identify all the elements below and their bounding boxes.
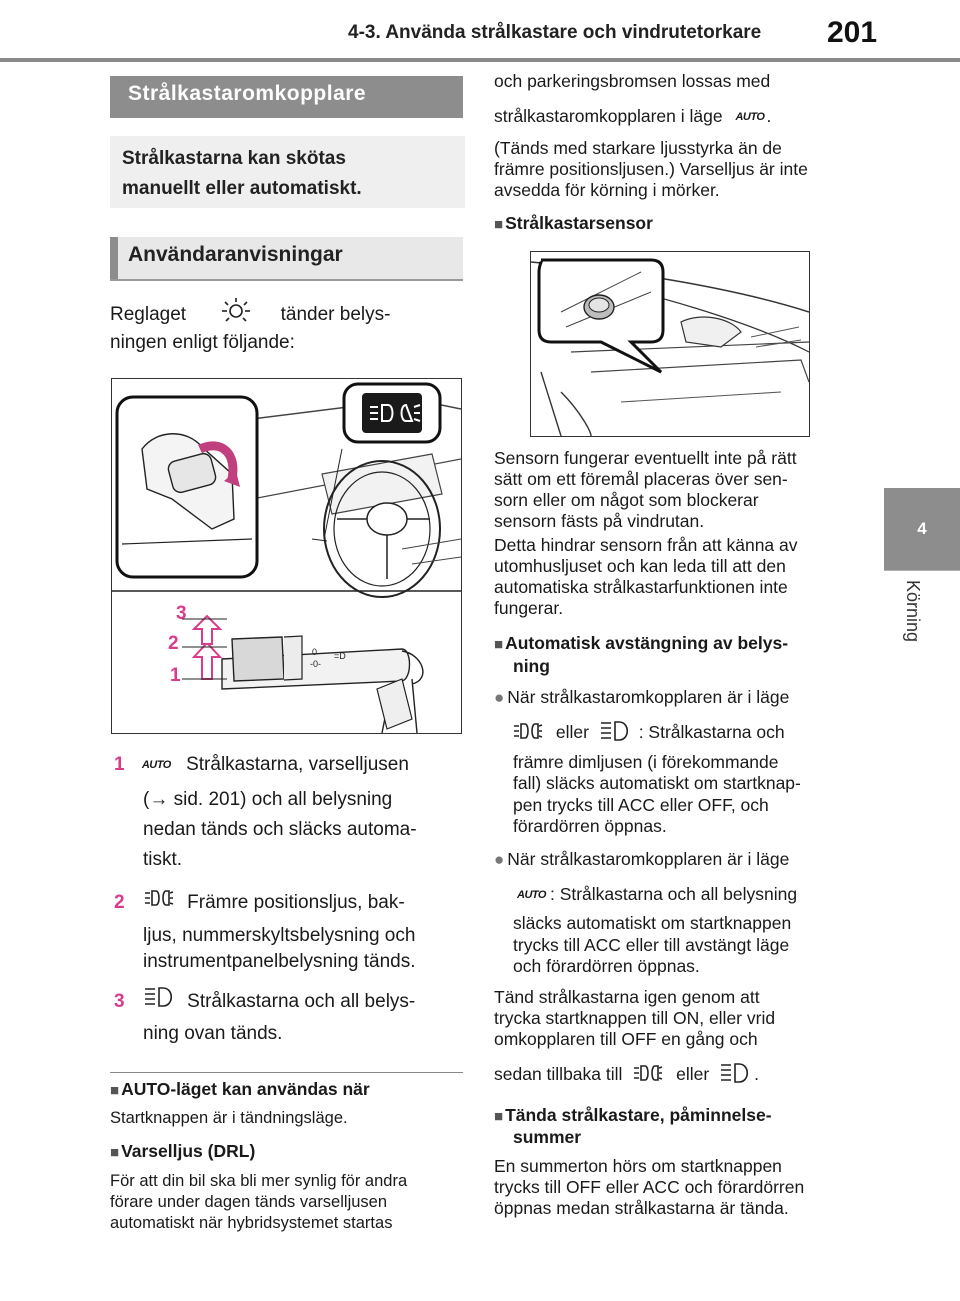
bullet-2-line: ● När strålkastaromkopplaren är i läge [494,849,790,869]
chapter-tab-rule [884,570,960,571]
light-switch-illustration [111,378,462,734]
bullet-1-line: ● När strålkastaromkopplaren är i läge [494,687,790,707]
chapter-tab[interactable]: 4 [884,488,960,570]
bullet-2-line: AUTO : Strålkastarna och all belysning [517,884,798,904]
buzzer-title: ■ Tända strålkastare, påminnelse- [494,1105,772,1125]
item-1-line: 1 AUTO Strålkastarna, varselljusen [114,754,409,776]
svg-text:0: 0 [312,647,318,657]
continued-line: (Tänds med starkare ljusstyrka än de [494,138,782,158]
sensor-illustration [530,251,810,437]
reglaget-line: Reglaget tänder belys- [110,296,390,334]
bullet-2-line: släcks automatiskt om startknappen [513,913,792,933]
header-rule [0,58,960,62]
buzzer-line: öppnas medan strålkastarna är tända. [494,1198,789,1218]
sensor-text-line: automatiska strålkastarfunktionen inte [494,577,788,597]
chapter-title: 4-3. Använda strålkastare och vindrutetorkare [348,22,762,43]
round-bullet-icon: ● [494,688,505,707]
auto-off-title: ■ Automatisk avstängning av belys- [494,633,789,653]
square-bullet-icon: ■ [110,1144,120,1161]
headlight-icon [600,720,630,747]
position-light-icon [144,888,174,918]
sensor-text-line: sätt om ett föremål placeras över sen- [494,469,788,489]
figure-label-3: 3 [176,603,187,624]
headlight-icon [144,986,174,1018]
section-title: Strålkastaromkopplare [110,76,463,118]
sensor-text-line: Detta hindrar sensorn från att känna av [494,535,798,555]
sensor-text-line: sensorn fästs på vindrutan. [494,511,705,531]
bullet-1-line: främre dimljusen (i förekommande [513,752,779,772]
bullet-1-line: fall) släcks automatiskt om startknap- [513,773,801,793]
item-2-line: instrumentpanelbelysning tänds. [143,951,416,972]
item-1-line: nedan tänds och släcks automa- [143,819,417,840]
page-number: 201 [827,16,878,49]
relight-line: sedan tillbaka till eller . [494,1062,759,1089]
item-1-line: tiskt. [143,849,183,870]
square-bullet-icon: ■ [494,1108,504,1125]
buzzer-line: trycks till OFF eller ACC och förardörren [494,1177,805,1197]
intro-line: Strålkastarna kan skötas [122,148,346,169]
item-1-line: (→ sid. 201) och all belysning [143,789,393,810]
drl-note-line: För att din bil ska bli mer synlig för andra [110,1172,408,1190]
notes-divider [110,1072,463,1073]
continued-line: främre positionsljusen.) Varselljus är inte [494,159,808,179]
continued-line: och parkeringsbromsen lossas med [494,71,771,91]
square-bullet-icon: ■ [494,636,504,653]
item-number: 1 [114,754,125,776]
chapter-tab-label: Körning [903,580,923,643]
bullet-1-line: eller : Strålkastarna och [513,720,785,747]
round-bullet-icon: ● [494,850,505,869]
item-2-line: ljus, nummerskyltsbelysning och [143,925,416,946]
relight-line: Tänd strålkastarna igen genom att [494,987,760,1007]
relight-line: trycka startknappen till ON, eller vrid [494,1008,776,1028]
square-bullet-icon: ■ [110,1082,120,1099]
auto-note-text: Startknappen är i tändningsläge. [110,1109,348,1127]
intro-box [110,136,465,208]
continued-line: strålkastaromkopplaren i läge AUTO . [494,106,772,126]
item-3-line: 3 Strålkastarna och all belys- [114,986,415,1018]
figure-label-2: 2 [168,633,179,654]
buzzer-line: En summerton hörs om startknappen [494,1156,782,1176]
sensor-text-line: fungerar. [494,598,564,618]
svg-text:=D: =D [334,651,346,661]
drl-note-title: ■ Varselljus (DRL) [110,1141,256,1161]
auto-icon: AUTO [517,888,546,901]
position-light-icon [633,1063,663,1088]
item-3-line: ning ovan tänds. [143,1023,283,1044]
position-light-icon [513,721,543,746]
subsection-rule [110,279,463,281]
sensor-title: ■ Strålkastarsensor [494,213,653,233]
headlight-icon [720,1062,750,1089]
figure-label-1: 1 [170,665,181,686]
buzzer-title: summer [513,1127,582,1147]
sensor-text-line: Sensorn fungerar eventuellt inte på rätt [494,448,797,468]
bullet-2-line: och förardörren öppnas. [513,956,700,976]
auto-note-title: ■ AUTO-läget kan användas när [110,1079,370,1099]
intro-line: manuellt eller automatiskt. [122,178,362,199]
page-header [0,0,960,64]
sensor-text-line: utomhusljuset och kan leda till att den [494,556,786,576]
item-number: 2 [114,892,125,914]
bullet-1-line: pen trycks till ACC eller OFF, och [513,795,769,815]
svg-text:-0-: -0- [310,659,321,669]
bullet-1-line: förardörren öppnas. [513,816,667,836]
auto-icon: AUTO [735,110,765,123]
relight-line: omkopplaren till OFF en gång och [494,1029,758,1049]
subsection-title: Användaranvisningar [110,237,463,279]
item-number: 3 [114,991,125,1013]
drl-note-line: automatiskt när hybridsystemet startas [110,1214,393,1232]
square-bullet-icon: ■ [494,216,504,233]
auto-icon: AUTO [141,759,171,771]
drl-note-line: förare under dagen tänds varselljusen [110,1193,388,1211]
continued-line: avsedda för körning i mörker. [494,180,720,200]
item-2-line: 2 Främre positionsljus, bak- [114,888,405,918]
bullet-2-line: trycks till ACC eller till avstängt läge [513,935,790,955]
reglaget-line-2: ningen enligt följande: [110,332,295,353]
auto-off-title: ning [513,656,550,676]
sensor-text-line: sorn eller om något som blockerar [494,490,759,510]
